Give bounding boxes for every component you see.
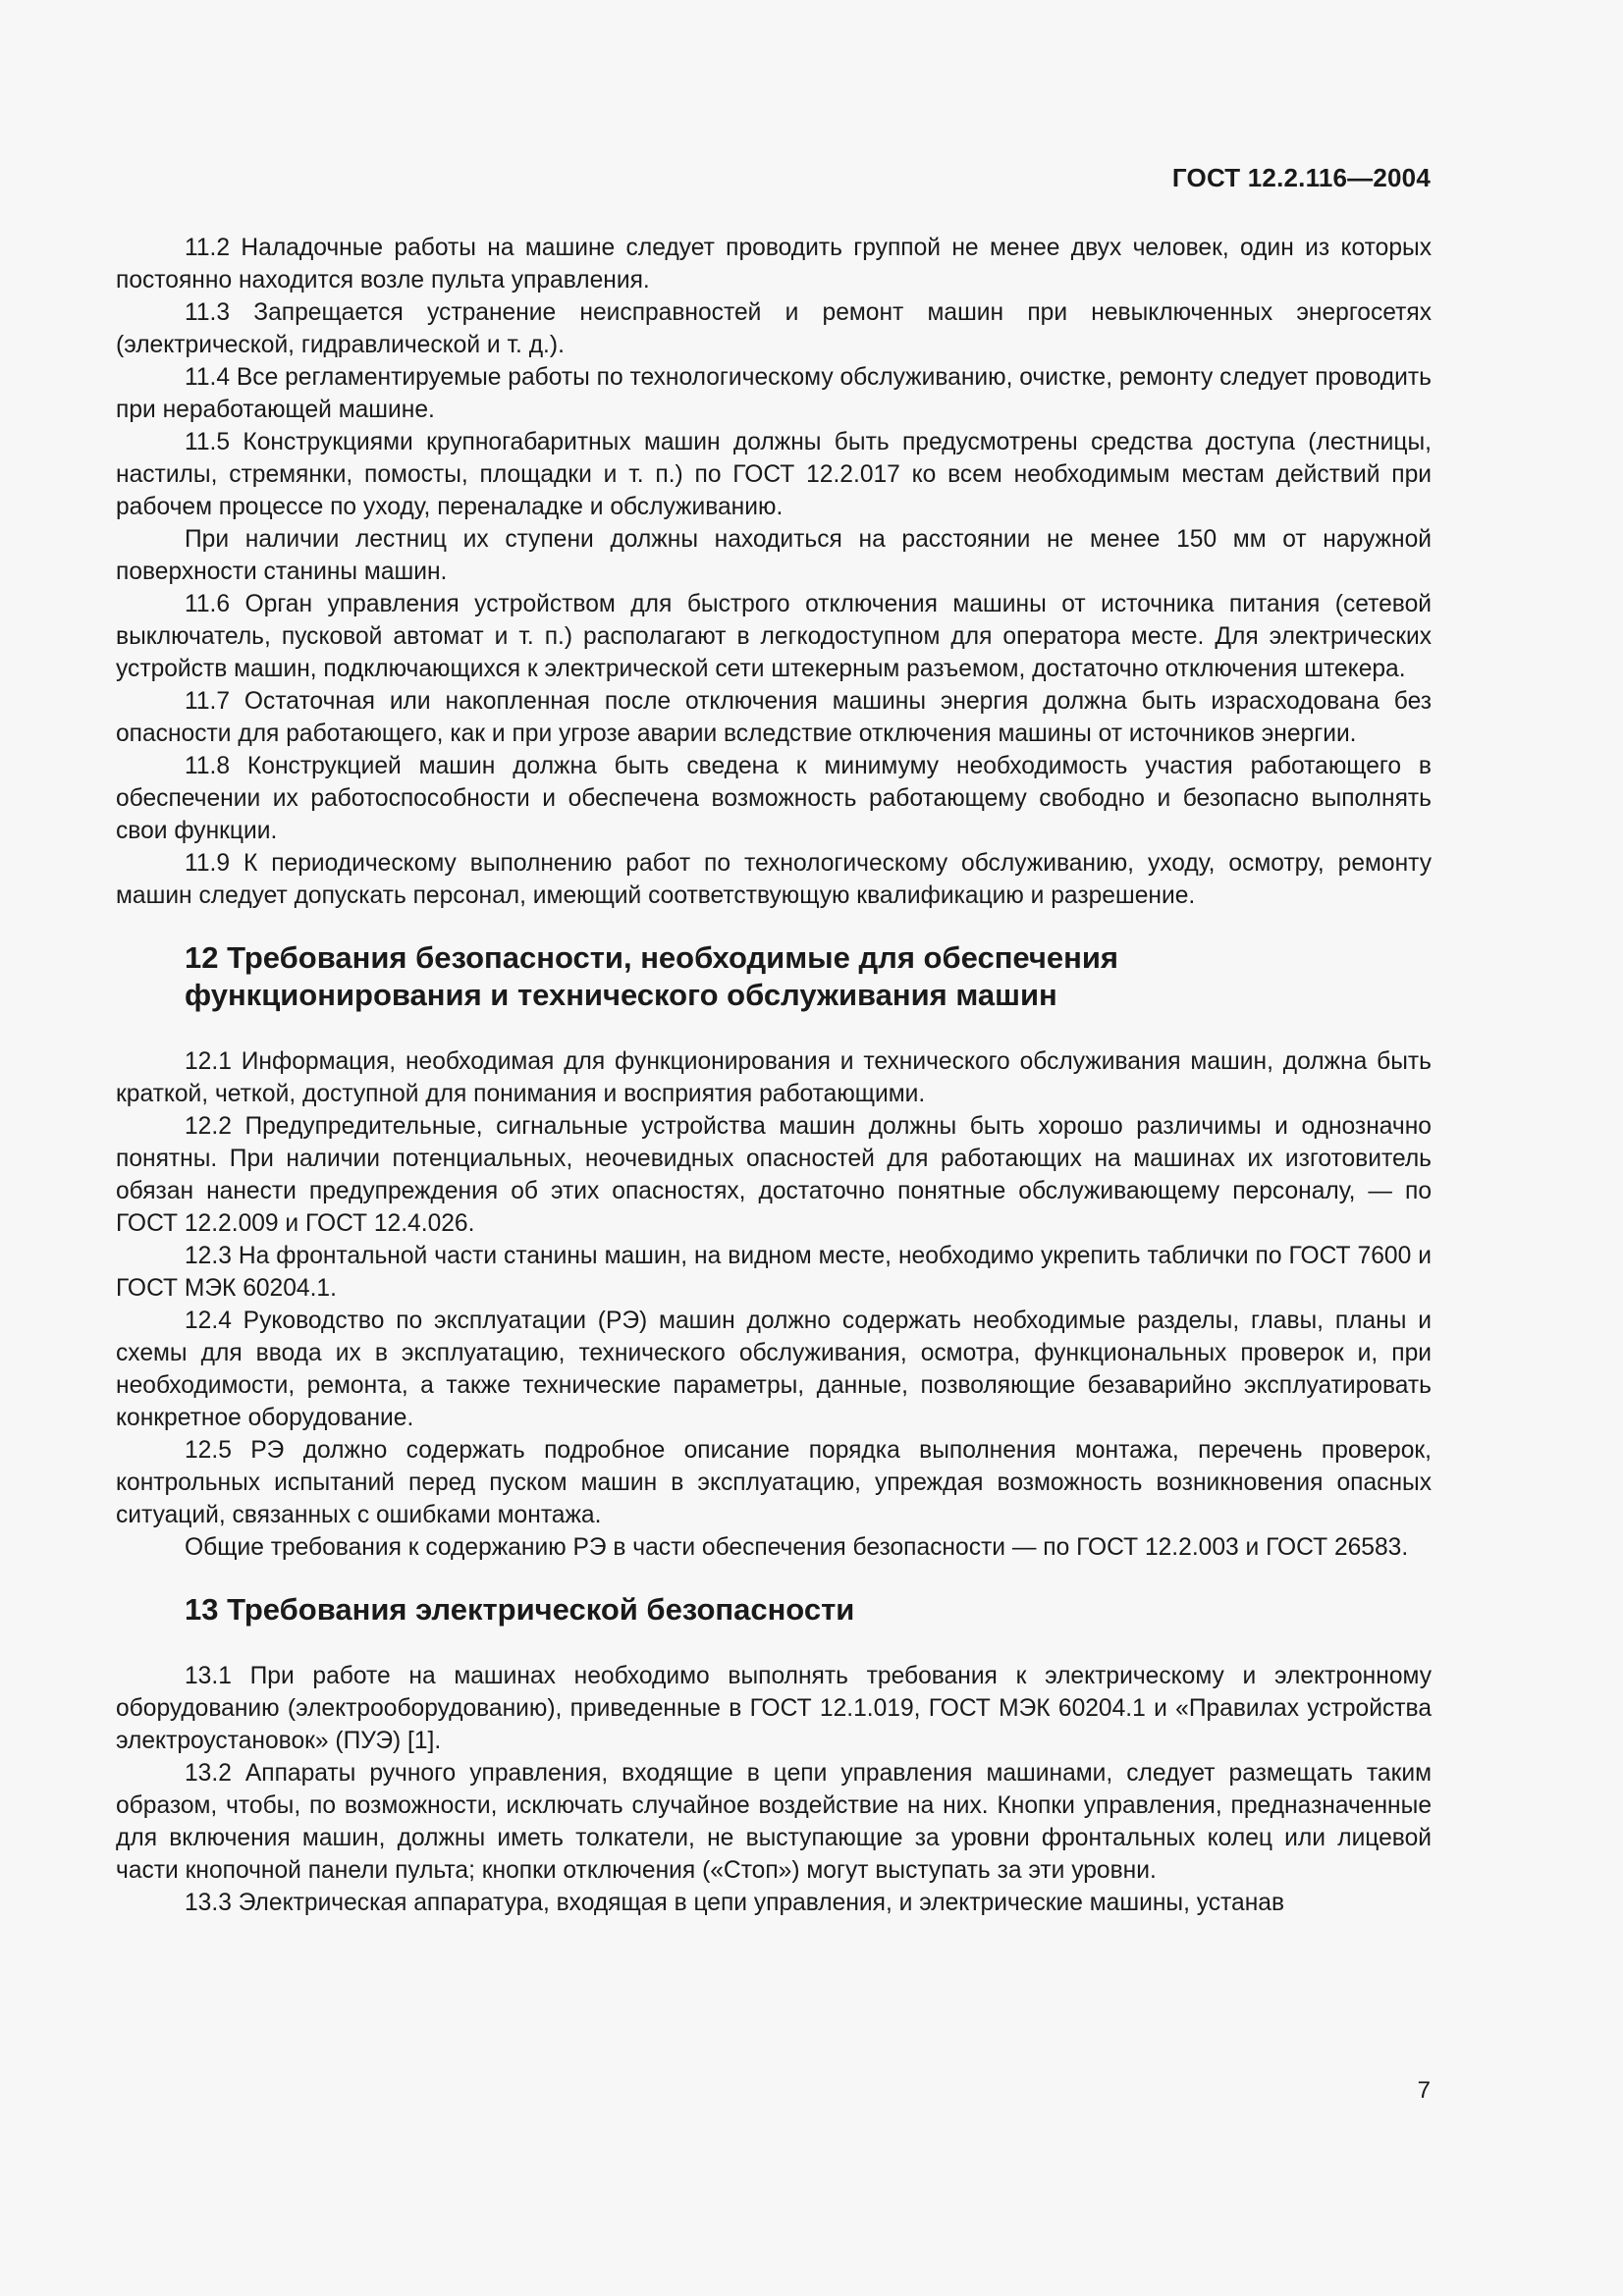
paragraph-11-9: 11.9 К периодическому выполнению работ по технологическому обслуживанию, уходу, осмотру, ремонту машин следует допускать персонал, имеющий соответствующую квалификацию и разрешение. <box>116 850 1432 909</box>
paragraph-12-2: 12.2 Предупредительные, сигнальные устройства машин должны быть хорошо различимы и однозначно понятны. При наличии потенциальных, неочевидных опасностей для работающих на машинах их изготовитель обязан нанести предупреждения об этих опасностях, достаточно понятные обслуживающему персоналу, — по ГОСТ 12.2.009 и ГОСТ 12.4.026. <box>116 1113 1432 1237</box>
document-body <box>116 232 1432 1919</box>
paragraph-12-5: 12.5 РЭ должно содержать подробное описание порядка выполнения монтажа, перечень проверок, контрольных испытаний перед пуском машин в эксплуатацию, упреждая возможность возникновения опасных ситуаций, связанных с ошибками монтажа. <box>116 1437 1432 1528</box>
paragraph-13-3: 13.3 Электрическая аппаратура, входящая в цепи управления, и электрические машины, устанав <box>185 1890 1285 1916</box>
section-12-heading-line1: 12 Требования безопасности, необходимые для обеспечения <box>185 940 1118 975</box>
paragraph-12-1: 12.1 Информация, необходимая для функционирования и технического обслуживания машин, должна быть краткой, четкой, доступной для понимания и восприятия работающими. <box>116 1048 1432 1107</box>
document-id: ГОСТ 12.2.116—2004 <box>1171 163 1431 192</box>
paragraph-12-4: 12.4 Руководство по эксплуатации (РЭ) машин должно содержать необходимые разделы, главы, планы и схемы для ввода их в эксплуатацию, технического обслуживания, осмотра, функциональных проверок и, при необходимости, ремонта, а также технические параметры, данные, позволяющие безаварийно эксплуатировать конкретное оборудование. <box>116 1308 1432 1431</box>
paragraph-12-5-general: Общие требования к содержанию РЭ в части обеспечения безопасности — по ГОСТ 12.2.003 и ГОСТ 26583. <box>185 1534 1409 1561</box>
section-12-heading-line2: функционирования и технического обслуживания машин <box>185 978 1057 1012</box>
paragraph-11-4: 11.4 Все регламентируемые работы по технологическому обслуживанию, очистке, ремонту следует проводить при неработающей машине. <box>116 364 1432 423</box>
section-13-heading: 13 Требования электрической безопасности <box>185 1592 855 1627</box>
paragraph-11-5-stairs: При наличии лестниц их ступени должны находиться на расстоянии не менее 150 мм от наружной поверхности станины машин. <box>116 526 1432 585</box>
paragraph-11-5: 11.5 Конструкциями крупногабаритных машин должны быть предусмотрены средства доступа (лестницы, настилы, стремянки, помосты, площадки и т. п.) по ГОСТ 12.2.017 ко всем необходимым местам действий при рабочем процессе по уходу, переналадке и обслуживанию. <box>116 429 1432 520</box>
page-number: 7 <box>1417 2077 1431 2104</box>
paragraph-11-2: 11.2 Наладочные работы на машине следует проводить группой не менее двух человек, один из которых постоянно находится возле пульта управления. <box>116 235 1432 294</box>
paragraph-11-6: 11.6 Орган управления устройством для быстрого отключения машины от источника питания (сетевой выключатель, пусковой автомат и т. п.) располагают в легкодоступном для оператора месте. Для электрических устройств машин, подключающихся к электрической сети штекерным разъемом, достаточно отключения штекера. <box>116 591 1432 682</box>
paragraph-11-3: 11.3 Запрещается устранение неисправностей и ремонт машин при невыключенных энергосетях (электрической, гидравлической и т. д.). <box>116 299 1432 358</box>
paragraph-13-2: 13.2 Аппараты ручного управления, входящие в цепи управления машинами, следует размещать таким образом, чтобы, по возможности, исключать случайное воздействие на них. Кнопки управления, предназначенные для включения машин, должны иметь толкатели, не выступающие за уровни фронтальных колец или лицевой части кнопочной панели пульта; кнопки отключения («Стоп») могут выступать за эти уровни. <box>116 1760 1432 1884</box>
paragraph-11-8: 11.8 Конструкцией машин должна быть сведена к минимуму необходимость участия работающего в обеспечении их работоспособности и обеспечена возможность работающему свободно и безопасно выполнять свои функции. <box>116 753 1432 844</box>
paragraph-13-1: 13.1 При работе на машинах необходимо выполнять требования к электрическому и электронному оборудованию (электрооборудованию), приведенные в ГОСТ 12.1.019, ГОСТ МЭК 60204.1 и «Правилах устройства электроустановок» (ПУЭ) [1]. <box>116 1663 1432 1754</box>
paragraph-11-7: 11.7 Остаточная или накопленная после отключения машины энергия должна быть израсходована без опасности для работающего, как и при угрозе аварии вследствие отключения машины от источников энергии. <box>116 688 1432 747</box>
section-12-heading <box>116 939 1432 1014</box>
paragraph-12-3: 12.3 На фронтальной части станины машин, на видном месте, необходимо укрепить таблички по ГОСТ 7600 и ГОСТ МЭК 60204.1. <box>116 1243 1432 1302</box>
